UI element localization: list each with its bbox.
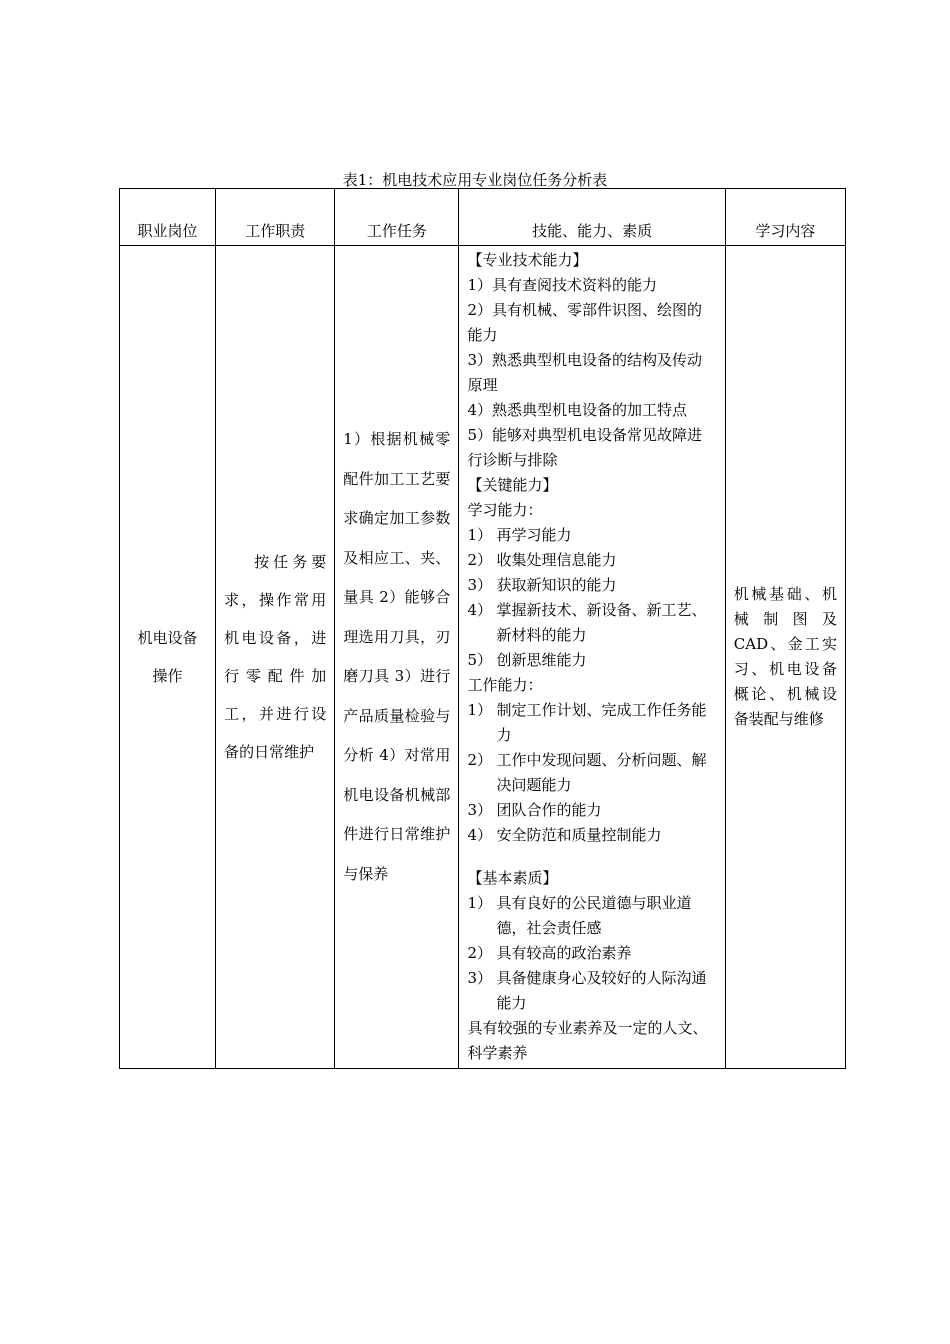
item-text: 收集处理信息能力 bbox=[496, 551, 617, 569]
duty-text: 按任务要求，操作常用机电设备，进行零配件加工，并进行设备的日常维护 bbox=[224, 553, 327, 761]
learn-text: 机械基础、机械制图及CAD、金工实习、机电设备概论、机械设备装配与维修 bbox=[733, 585, 837, 728]
item-number: 5） bbox=[467, 651, 492, 669]
tech-item: 3）熟悉典型机电设备的结构及传动原理 bbox=[467, 351, 702, 394]
header-learn: 学习内容 bbox=[725, 189, 845, 246]
task-cell bbox=[335, 246, 459, 1069]
list-item bbox=[467, 798, 716, 823]
list-item bbox=[467, 573, 716, 598]
header-post: 职业岗位 bbox=[120, 189, 216, 246]
header-duty: 工作职责 bbox=[216, 189, 335, 246]
item-number: 1） bbox=[467, 701, 492, 719]
item-text: 创新思维能力 bbox=[496, 651, 587, 669]
quality-heading: 【基本素质】 bbox=[467, 869, 558, 887]
duty-cell bbox=[216, 246, 335, 1069]
job-task-analysis-table bbox=[119, 188, 846, 1069]
item-text: 具有良好的公民道德与职业道德，社会责任感 bbox=[496, 894, 692, 937]
item-number: 2） bbox=[467, 551, 492, 569]
list-item bbox=[467, 648, 716, 673]
item-text: 获取新知识的能力 bbox=[496, 576, 617, 594]
item-number: 2） bbox=[467, 944, 492, 962]
list-item bbox=[467, 941, 716, 966]
header-row bbox=[120, 189, 846, 246]
list-item bbox=[467, 748, 716, 798]
item-number: 3） bbox=[467, 969, 492, 987]
spacer bbox=[467, 848, 716, 866]
item-number: 3） bbox=[467, 801, 492, 819]
item-text: 掌握新技术、新设备、新工艺、新材料的能力 bbox=[496, 601, 707, 644]
list-item bbox=[467, 891, 716, 941]
item-text: 团队合作的能力 bbox=[496, 801, 602, 819]
list-item bbox=[467, 823, 716, 848]
list-item bbox=[467, 698, 716, 748]
item-number: 1） bbox=[467, 526, 492, 544]
tech-heading: 【专业技术能力】 bbox=[467, 251, 588, 269]
list-item bbox=[467, 966, 716, 1016]
tech-item: 5）能够对典型机电设备常见故障进行诊断与排除 bbox=[467, 426, 702, 469]
list-item bbox=[467, 598, 716, 648]
list-item bbox=[467, 523, 716, 548]
learn-cell bbox=[725, 246, 845, 1069]
tech-item: 4）熟悉典型机电设备的加工特点 bbox=[467, 401, 687, 419]
table-caption: 表1：机电技术应用专业岗位任务分析表 bbox=[342, 171, 608, 189]
item-text: 制定工作计划、完成工作任务能力 bbox=[496, 701, 707, 744]
header-skill: 技能、能力、素质 bbox=[459, 189, 725, 246]
item-number: 1） bbox=[467, 894, 492, 912]
key-heading: 【关键能力】 bbox=[467, 476, 558, 494]
item-number: 3） bbox=[467, 576, 492, 594]
item-number: 4） bbox=[467, 601, 492, 619]
post-cell bbox=[120, 246, 216, 1069]
work-label: 工作能力： bbox=[467, 676, 543, 694]
item-text: 工作中发现问题、分析问题、解决问题能力 bbox=[496, 751, 707, 794]
tech-item: 2）具有机械、零部件识图、绘图的能力 bbox=[467, 301, 702, 344]
item-text: 安全防范和质量控制能力 bbox=[496, 826, 662, 844]
table-row bbox=[120, 246, 846, 1069]
task-text: 1）根据机械零配件加工工艺要求确定加工参数及相应工、夹、量具 2）能够合理选用刀具，刃磨刀具 3）进行产品质量检验与分析 4）对常用机电设备机械部件进行日常维护与保养 bbox=[343, 430, 451, 883]
item-text: 具有较高的政治素养 bbox=[496, 944, 632, 962]
item-text: 具备健康身心及较好的人际沟通能力 bbox=[496, 969, 707, 1012]
header-task: 工作任务 bbox=[335, 189, 459, 246]
closing-text: 具有较强的专业素养及一定的人文、科学素养 bbox=[467, 1019, 708, 1062]
item-number: 4） bbox=[467, 826, 492, 844]
list-item bbox=[467, 548, 716, 573]
item-text: 再学习能力 bbox=[496, 526, 572, 544]
post-text: 机电设备操作 bbox=[137, 629, 198, 685]
tech-item: 1）具有查阅技术资料的能力 bbox=[467, 276, 657, 294]
skill-cell bbox=[459, 246, 725, 1069]
learning-label: 学习能力： bbox=[467, 501, 543, 519]
item-number: 2） bbox=[467, 751, 492, 769]
